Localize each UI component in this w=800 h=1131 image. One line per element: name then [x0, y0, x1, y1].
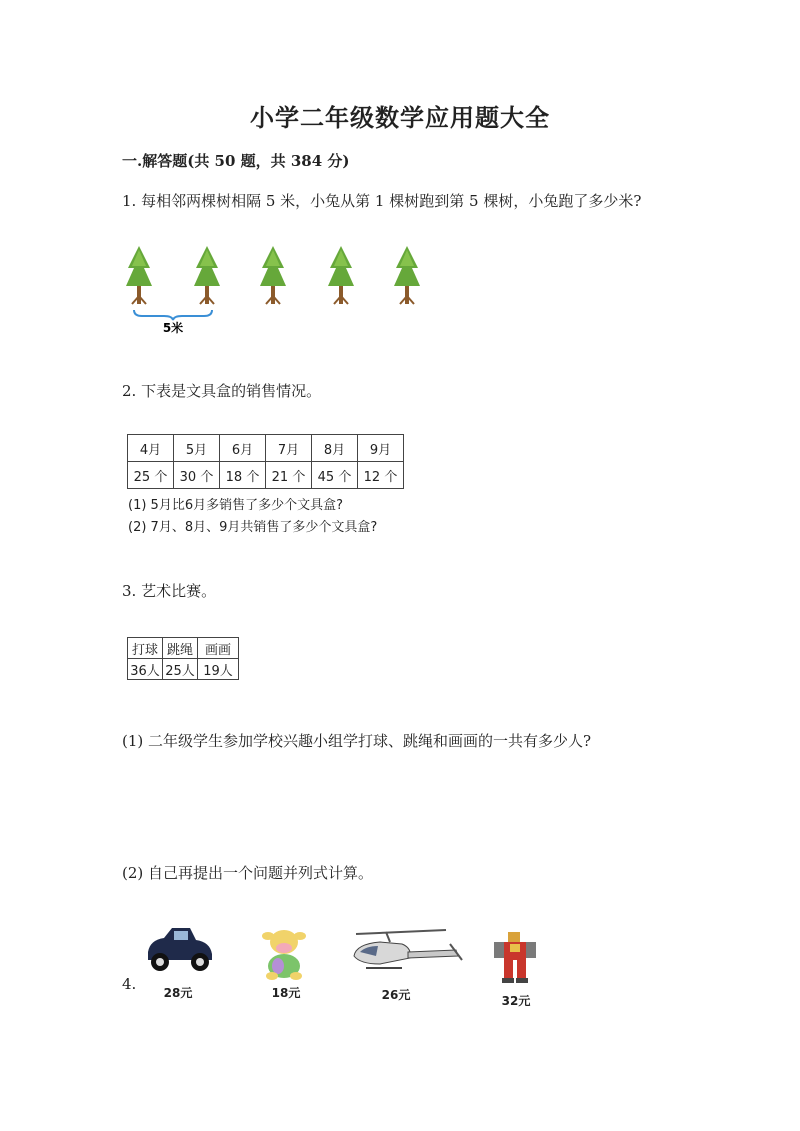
tree-row-figure	[126, 244, 426, 334]
count-cell: 12 个	[358, 462, 404, 489]
activity-cell: 打球	[128, 638, 163, 659]
month-cell: 4月	[128, 435, 174, 462]
question-3-text: 3. 艺术比赛。	[122, 582, 217, 600]
count-cell: 21 个	[266, 462, 312, 489]
table-row	[128, 659, 239, 680]
count-cell: 18 个	[220, 462, 266, 489]
month-cell: 6月	[220, 435, 266, 462]
question-2-text: 2. 下表是文具盒的销售情况。	[122, 382, 322, 400]
activity-cell: 跳绳	[163, 638, 198, 659]
count-cell: 30 个	[174, 462, 220, 489]
people-cell: 19人	[198, 659, 239, 680]
question-3-sub-2: (2) 自己再提出一个问题并列式计算。	[122, 864, 374, 882]
tree-icon	[328, 246, 354, 304]
people-cell: 36人	[128, 659, 163, 680]
section-heading: 一.解答题(共 50 题，共 384 分)	[122, 152, 350, 170]
tree-icon	[260, 246, 286, 304]
question-3-sub-1: (1) 二年级学生参加学校兴趣小组学打球、跳绳和画画的一共有多少人?	[122, 732, 592, 750]
table-row	[128, 435, 404, 462]
toy-car-icon	[142, 922, 218, 980]
toy-helicopter-price: 26元	[381, 988, 411, 1002]
table-row	[128, 462, 404, 489]
count-cell: 45 个	[312, 462, 358, 489]
toy-robot-icon	[490, 928, 540, 986]
month-cell: 9月	[358, 435, 404, 462]
tree-icon	[194, 246, 220, 304]
sales-table	[127, 434, 404, 489]
toy-cow-icon	[258, 926, 310, 982]
span-label: 5米	[162, 321, 184, 334]
toy-robot-price: 32元	[501, 994, 531, 1008]
toy-cow-price: 18元	[271, 986, 301, 1000]
people-cell: 25人	[163, 659, 198, 680]
month-cell: 7月	[266, 435, 312, 462]
page-title: 小学二年级数学应用题大全	[250, 103, 550, 132]
month-cell: 8月	[312, 435, 358, 462]
question-2-sub-1: (1) 5月比6月多销售了多少个文具盒?	[128, 498, 343, 513]
toy-car-price: 28元	[163, 986, 193, 1000]
art-contest-table	[127, 637, 239, 680]
table-row	[128, 638, 239, 659]
activity-cell: 画画	[198, 638, 239, 659]
question-4-number: 4.	[122, 975, 137, 993]
question-2-sub-2: (2) 7月、8月、9月共销售了多少个文具盒?	[128, 520, 378, 535]
tree-icon	[394, 246, 420, 304]
toy-helicopter-icon	[346, 926, 466, 980]
tree-icon	[126, 246, 152, 304]
count-cell: 25 个	[128, 462, 174, 489]
month-cell: 5月	[174, 435, 220, 462]
question-1-text: 1. 每相邻两棵树相隔 5 米，小兔从第 1 棵树跑到第 5 棵树，小兔跑了多少米?	[122, 192, 642, 210]
span-brace	[134, 310, 212, 320]
